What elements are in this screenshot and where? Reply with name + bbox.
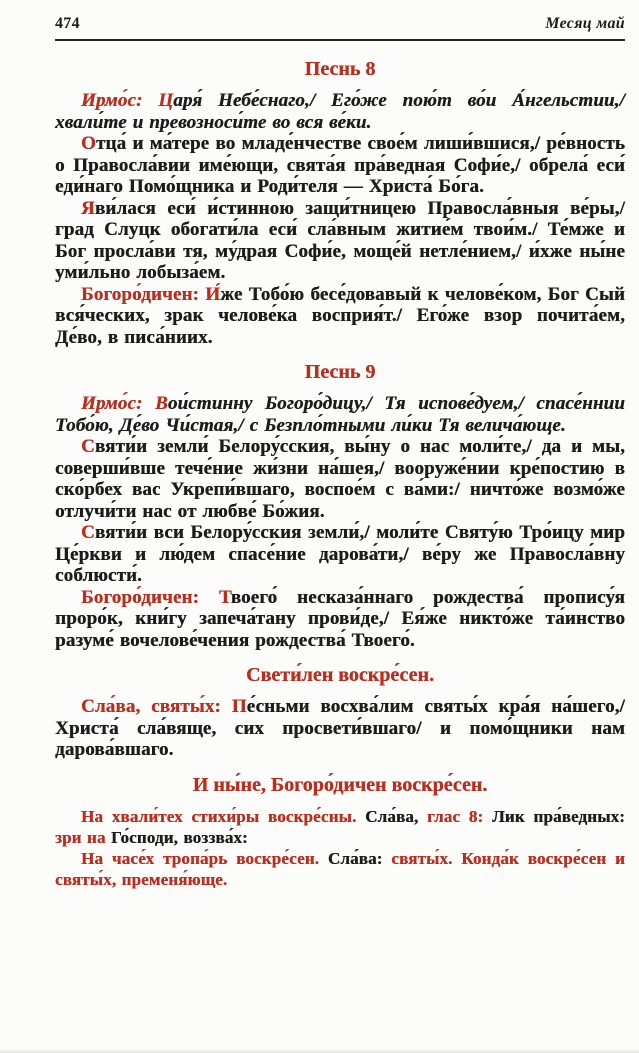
body-text: воего́ несказа́ннаго рождества́ пропису́я проро́к, кни́гу запеча́тану прови́де,/ Ея́же никто́же та́инство разуме́ вочелове́чения рождества́ Твоего́. xyxy=(55,586,625,651)
hymn-paragraph xyxy=(55,522,625,587)
rubric-text: О xyxy=(81,133,96,154)
rubric-text: В xyxy=(155,393,168,414)
hymn-paragraph xyxy=(55,696,625,761)
rubric-text: святы́х. xyxy=(391,848,462,868)
hymn-paragraph xyxy=(55,436,625,522)
page-number: 474 xyxy=(55,15,80,32)
rubric-text: Конда́к воскре́сен и святы́х, пременя́юще. xyxy=(55,848,625,889)
section-heading: Песнь 9 xyxy=(304,361,376,383)
body-text: ои́стинну Богоро́дицу,/ Тя испове́дуем,/ спасе́ннии Тобо́ю, Де́во Чи́стая,/ с Безпло́тными ли́ки Тя велича́юще. xyxy=(55,393,625,436)
body-text: тца́ и ма́тере во младе́нчестве свое́м лиши́вшися,/ ре́вность о Правосла́вии име́ющи, свята́я пра́ведная Софи́е,/ обрела́ еси́ еди́наго Помо́щника и Роди́теля — Христа́ Бо́га. xyxy=(55,133,625,197)
rubric-text: С xyxy=(81,522,95,543)
hymn-paragraph xyxy=(55,198,625,284)
irmos-paragraph xyxy=(55,393,625,436)
rubric-text: П xyxy=(231,696,247,717)
rubric-text: Ирмо́с: xyxy=(81,90,159,111)
rubric-text: Т xyxy=(218,586,231,608)
running-title: Месяц май xyxy=(545,15,625,32)
body-text: аря́ Небе́снаго,/ Его́же пою́т во́и А́нгельстии,/ хвали́те и превозноси́те во вся ве́ки. xyxy=(55,90,625,133)
rubric-text: Богоро́дичен: xyxy=(81,586,219,608)
irmos-paragraph xyxy=(55,90,625,133)
scan-edge-artifact xyxy=(0,1049,639,1053)
body-text: Сла́ва, xyxy=(365,806,428,826)
rubric-text: Сла́ва, святы́х: xyxy=(81,696,232,717)
section-heading: И ны́не, Богоро́дичен воскре́сен. xyxy=(192,773,488,796)
rubric-text: Ирмо́с: xyxy=(81,393,156,414)
section-heading: Свети́лен воскре́сен. xyxy=(246,664,434,686)
rubric-note xyxy=(55,848,625,890)
rubric-text: Ц xyxy=(158,90,174,111)
rubric-text: На хвали́тех стихи́ры воскре́сны. xyxy=(81,806,366,826)
content xyxy=(55,58,625,890)
rubric-text: И́ xyxy=(205,283,221,305)
body-text: Лик пра́ведных: xyxy=(491,806,626,826)
rubric-text: Богоро́дичен: xyxy=(81,283,206,305)
rubric-text: С xyxy=(81,436,95,457)
body-text: вяти́и вси Белору́сския земли́,/ моли́те Святу́ю Тро́ицу мир Це́ркви и лю́дем спасе́ние дарова́ти,/ ве́ру же Правосла́вну соблюсти́. xyxy=(55,522,625,586)
rubric-text: Я xyxy=(81,197,95,219)
body-text: Го́споди, воззва́х: xyxy=(110,827,248,847)
hymn-paragraph xyxy=(55,133,625,198)
page-header xyxy=(55,0,625,33)
section-heading: Песнь 8 xyxy=(304,58,376,80)
body-text: ви́лася еси́ и́стинною защи́тницею Правосла́вныя ве́ры,/ град Слуцк обогати́ла еси́ сла́вным житие́м твои́м./ Те́мже и Бог просла́ви тя, му́драя Софи́е, моще́й нетле́нием,/ и́хже ны́не уми́льно лобыза́ем. xyxy=(55,197,625,283)
rubric-text: На часе́х тропа́рь воскре́сен. xyxy=(81,848,328,868)
rubric-text: зри на xyxy=(55,827,111,847)
hymn-paragraph xyxy=(55,587,625,652)
body-text: е́сньми восхва́лим святы́х кра́я на́шего,/ Христа́ сла́вяще, сих просвети́вшаго/ и помо́щники нам дарова́вшаго. xyxy=(55,696,625,760)
rubric-note xyxy=(55,806,625,848)
body-text: Сла́ва: xyxy=(327,848,392,868)
body-text: же Тобо́ю бесе́довавый к челове́ком, Бог Сый вся́ческих, зрак челове́ка восприя́т./ Его́же взор почита́ем, Де́во, в писа́ниих. xyxy=(55,283,625,348)
body-text: вяти́и земли́ Белору́сския, вы́ну о нас моли́те,/ да и мы, соверши́вше тече́ние жи́зни на́шея,/ вооруже́нии кре́постию в ско́рбех вас Укрепи́вшаго, воспое́м с ва́ми:/ ничто́же возмо́же отлучи́ти нас от любве́ Бо́жия. xyxy=(55,436,625,522)
header-rule xyxy=(55,39,625,41)
rubric-text: глас 8: xyxy=(427,806,492,826)
hymn-paragraph xyxy=(55,284,625,349)
